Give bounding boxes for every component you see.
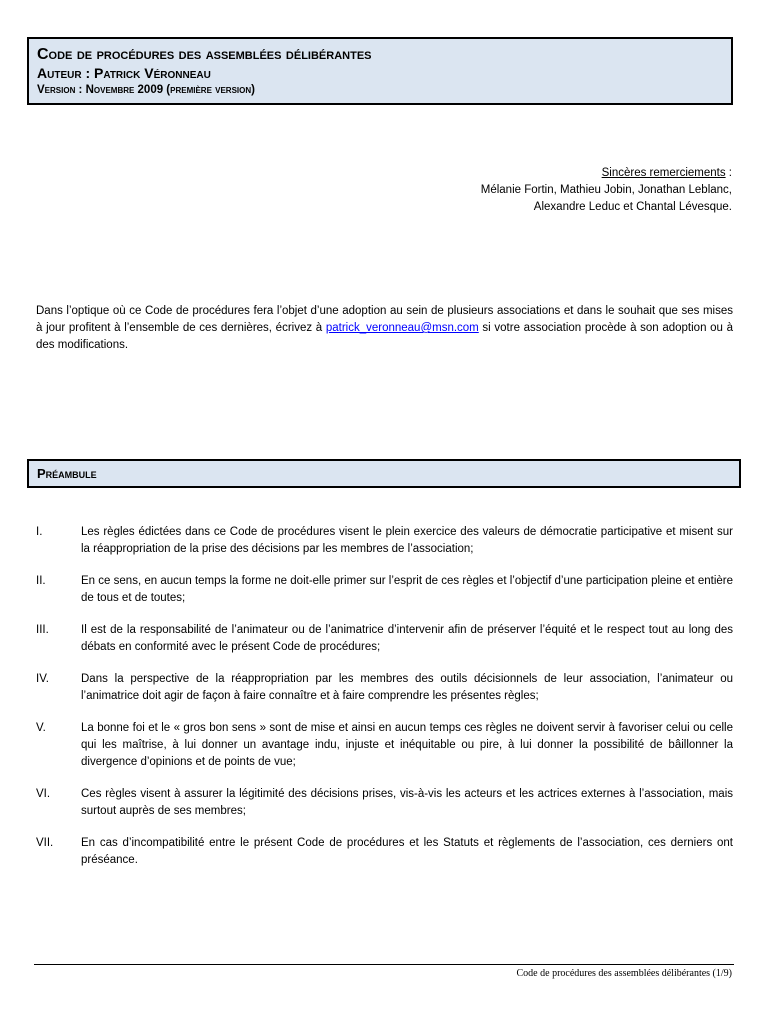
acknowledgements-colon: : (725, 167, 732, 179)
list-item-number: I. (36, 526, 43, 538)
list-item-number: III. (36, 624, 49, 636)
section-heading-preambule (27, 459, 741, 488)
list-item-number: IV. (36, 673, 50, 685)
version-label: Version : (37, 84, 83, 96)
intro-paragraph (36, 303, 733, 354)
acknowledgements (232, 165, 732, 216)
list-item (36, 622, 733, 656)
list-item-text: Ces règles visent à assurer la légitimité des décisions prises, vis-à-vis les acteurs et les actrices externes à l’association, mais surtout auprès de ses membres; (81, 788, 733, 817)
preamble-list (36, 524, 733, 884)
list-item-number: V. (36, 722, 46, 734)
list-item-number: VI. (36, 788, 51, 800)
list-item-number: II. (36, 575, 46, 587)
version-value: Novembre 2009 (première version) (85, 84, 255, 96)
acknowledgements-line-1: Mélanie Fortin, Mathieu Jobin, Jonathan Leblanc, (480, 184, 732, 196)
document-title: Code de procédures des assemblées délibérantes (37, 46, 372, 63)
page-footer: Code de procédures des assemblées délibérantes (1/9) (516, 968, 732, 979)
section-title: Préambule (37, 466, 97, 481)
list-item-text: Les règles édictées dans ce Code de procédures visent le plein exercice des valeurs de démocratie participative et misent sur la réappropriation de la prise des décisions par les membres de l’association; (81, 526, 733, 555)
intro-text-before: Dans l’optique où ce Code de procédures fera l’objet d’une adoption au sein de plusieurs associations et dans le souhait que ses mises à jour profitent à l’ensemble de ces dernières, écrivez à (36, 305, 733, 334)
list-item (36, 524, 733, 558)
document-author: Auteur : Patrick Véronneau (37, 65, 211, 81)
list-item-text: Il est de la responsabilité de l’animateur ou de l’animatrice d’intervenir afin de préserver l’équité et le respect tout au long des débats en conformité avec le présent Code de procédures; (81, 624, 733, 653)
intro-text-after: si votre association procède à son adoption ou à des modifications. (36, 322, 733, 351)
list-item-text: En cas d’incompatibilité entre le présent Code de procédures et les Statuts et règlements de l’association, ces derniers ont préséance. (81, 837, 733, 866)
list-item (36, 835, 733, 869)
acknowledgements-heading: Sincères remerciements (601, 167, 726, 179)
list-item (36, 671, 733, 705)
document-header (27, 37, 733, 105)
list-item (36, 720, 733, 771)
document-version (37, 82, 723, 98)
footer-divider (34, 964, 734, 965)
list-item-text: La bonne foi et le « gros bon sens » sont de mise et ainsi en aucun temps ces règles ne doivent servir à favoriser celui ou celle qui les maîtrise, à lui donner un avantage indu, injuste et inéquitable ou pire, à lui donner la possibilité de bâillonner la divergence d’opinions et de points de vue; (81, 722, 733, 768)
list-item-text: En ce sens, en aucun temps la forme ne doit-elle primer sur l’esprit de ces règles et l’objectif d’une participation pleine et entière de tous et de toutes; (81, 575, 733, 604)
list-item-number: VII. (36, 837, 54, 849)
list-item-text: Dans la perspective de la réappropriation par les membres des outils décisionnels de leur association, l’animateur ou l’animatrice doit agir de façon à faire connaître et à faire comprendre les présentes règles; (81, 673, 733, 702)
list-item (36, 786, 733, 820)
list-item (36, 573, 733, 607)
email-link[interactable]: patrick_veronneau@msn.com (325, 322, 479, 334)
acknowledgements-line-2: Alexandre Leduc et Chantal Lévesque. (533, 201, 732, 213)
